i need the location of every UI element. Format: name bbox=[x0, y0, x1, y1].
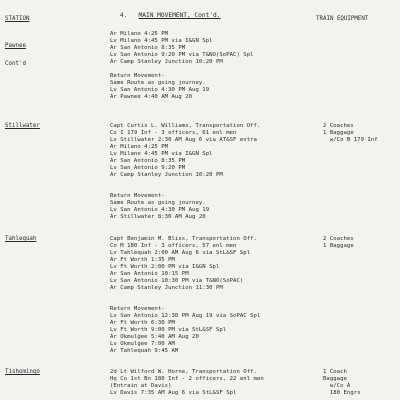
transportation-officer: Capt Benjamin M. Bliss, Transportation Off. bbox=[110, 236, 257, 242]
schedule-line: Lv Tahlequah 2:00 AM Aug 6 via StL&SF Spl bbox=[110, 250, 251, 256]
schedule-line: Ar San Antonio 8:35 PM bbox=[110, 45, 186, 51]
schedule-line: Same Route as going journey. bbox=[110, 200, 206, 206]
page-heading bbox=[105, 5, 221, 26]
equipment-line: Baggage bbox=[323, 376, 347, 382]
station-pawnee: Pawnee Cont'd bbox=[5, 43, 26, 67]
station-tahlequah: Tahlequah bbox=[5, 236, 37, 242]
schedule-line: Same Route as going journey. bbox=[110, 80, 206, 86]
schedule-line: (Entrain at Davis) bbox=[110, 383, 172, 389]
schedule-line: Lv Milano 4:45 PM via I&GN Spl bbox=[110, 151, 213, 157]
schedule-line: Ar Okmulgee 5:40 AM Aug 20 bbox=[110, 334, 199, 340]
unit-line: Co I 179 Inf - 3 officers, 61 enl men bbox=[110, 130, 237, 136]
return-movement-heading: Return Movement- bbox=[110, 306, 165, 312]
equipment-line: 1 Baggage bbox=[323, 130, 354, 136]
station-stillwater: Stillwater bbox=[5, 123, 40, 129]
schedule-line: Lv San Antonio 4:30 PM Aug 19 bbox=[110, 207, 210, 213]
schedule-line: Ar Pawnee 4:40 AM Aug 20 bbox=[110, 94, 193, 100]
unit-line: Co M 180 Inf - 3 officers, 57 enl men bbox=[110, 243, 237, 249]
schedule-line: Ar Ft Worth 1:35 PM bbox=[110, 257, 175, 263]
schedule-line: Ar Tahlequah 9:45 AM bbox=[110, 348, 179, 354]
transportation-officer: 2d Lt Wilford W. Horne, Transportation Off. bbox=[110, 369, 257, 375]
schedule-line: Lv San Antonio 9:20 PM via T&NO(SoPAC) Spl bbox=[110, 52, 254, 58]
equipment-line: 180 Engrs bbox=[323, 390, 361, 396]
schedule-line: Lv Okmulgee 7:00 AM bbox=[110, 341, 175, 347]
schedule-line: Lv Milano 4:45 PM via I&GN Spl bbox=[110, 38, 213, 44]
heading-title: MAIN MOVEMENT, Cont'd. bbox=[138, 12, 221, 19]
equipment-line: 2 Coaches bbox=[323, 123, 354, 129]
schedule-line: Lv Ft Worth 2:00 PM via I&GN Spl bbox=[110, 264, 220, 270]
schedule-line: Ar Camp Stanley Junction 10:20 PM bbox=[110, 172, 223, 178]
equipment-line: w/Co B 179 Inf bbox=[323, 137, 378, 143]
schedule-line: Lv Stillwater 2:30 AM Aug 6 via AT&SF extra bbox=[110, 137, 257, 143]
schedule-line: Lv San Antonio 9:20 PM bbox=[110, 165, 186, 171]
equipment-line: 1 Coach bbox=[323, 369, 347, 375]
station-tishomingo: Tishomingo bbox=[5, 369, 40, 375]
schedule-line: Ar Camp Stanley Junction 11:30 PM bbox=[110, 285, 223, 291]
equipment-column-header: TRAIN EQUIPMENT bbox=[316, 16, 369, 22]
station-column-header: STATION bbox=[5, 16, 30, 22]
equipment-line: 2 Coaches bbox=[323, 236, 354, 242]
schedule-line: Ar San Antonio 10:15 PM bbox=[110, 271, 189, 277]
return-movement-heading: Return Movement- bbox=[110, 193, 165, 199]
schedule-line: Lv San Antonio 12:30 PM Aug 19 via SoPAC Spl bbox=[110, 313, 261, 319]
schedule-line: Ar San Antonio 8:35 PM bbox=[110, 158, 186, 164]
heading-number: 4. bbox=[119, 12, 128, 19]
schedule-line: Ar Milano 4:25 PM bbox=[110, 144, 169, 150]
schedule-line: Ar Ft Worth 6:30 PM bbox=[110, 320, 175, 326]
return-movement-heading: Return Movement- bbox=[110, 73, 165, 79]
schedule-line: Ar Milano 4:25 PM bbox=[110, 31, 169, 37]
schedule-line: Lv San Antonio 10:30 PM via T&NO(SoPAC) bbox=[110, 278, 244, 284]
unit-line: Hq Co 1st Bn 180 Inf - 2 officers, 22 enl men bbox=[110, 376, 264, 382]
transportation-officer: Capt Curtis L. Williams, Transportation Off. bbox=[110, 123, 261, 129]
schedule-line: Ar Camp Stanley Junction 10:20 PM bbox=[110, 59, 223, 65]
equipment-line: 1 Baggage bbox=[323, 243, 354, 249]
schedule-line: Lv San Antonio 4:30 PM Aug 19 bbox=[110, 87, 210, 93]
schedule-line: Ar Stillwater 8:30 AM Aug 20 bbox=[110, 214, 206, 220]
equipment-line: w/Co A bbox=[323, 383, 351, 389]
schedule-line: Lv Ft Worth 9:00 PM via StL&SF Spl bbox=[110, 327, 227, 333]
schedule-line: Lv Davis 7:35 AM Aug 6 via StL&SF Spl bbox=[110, 390, 237, 396]
